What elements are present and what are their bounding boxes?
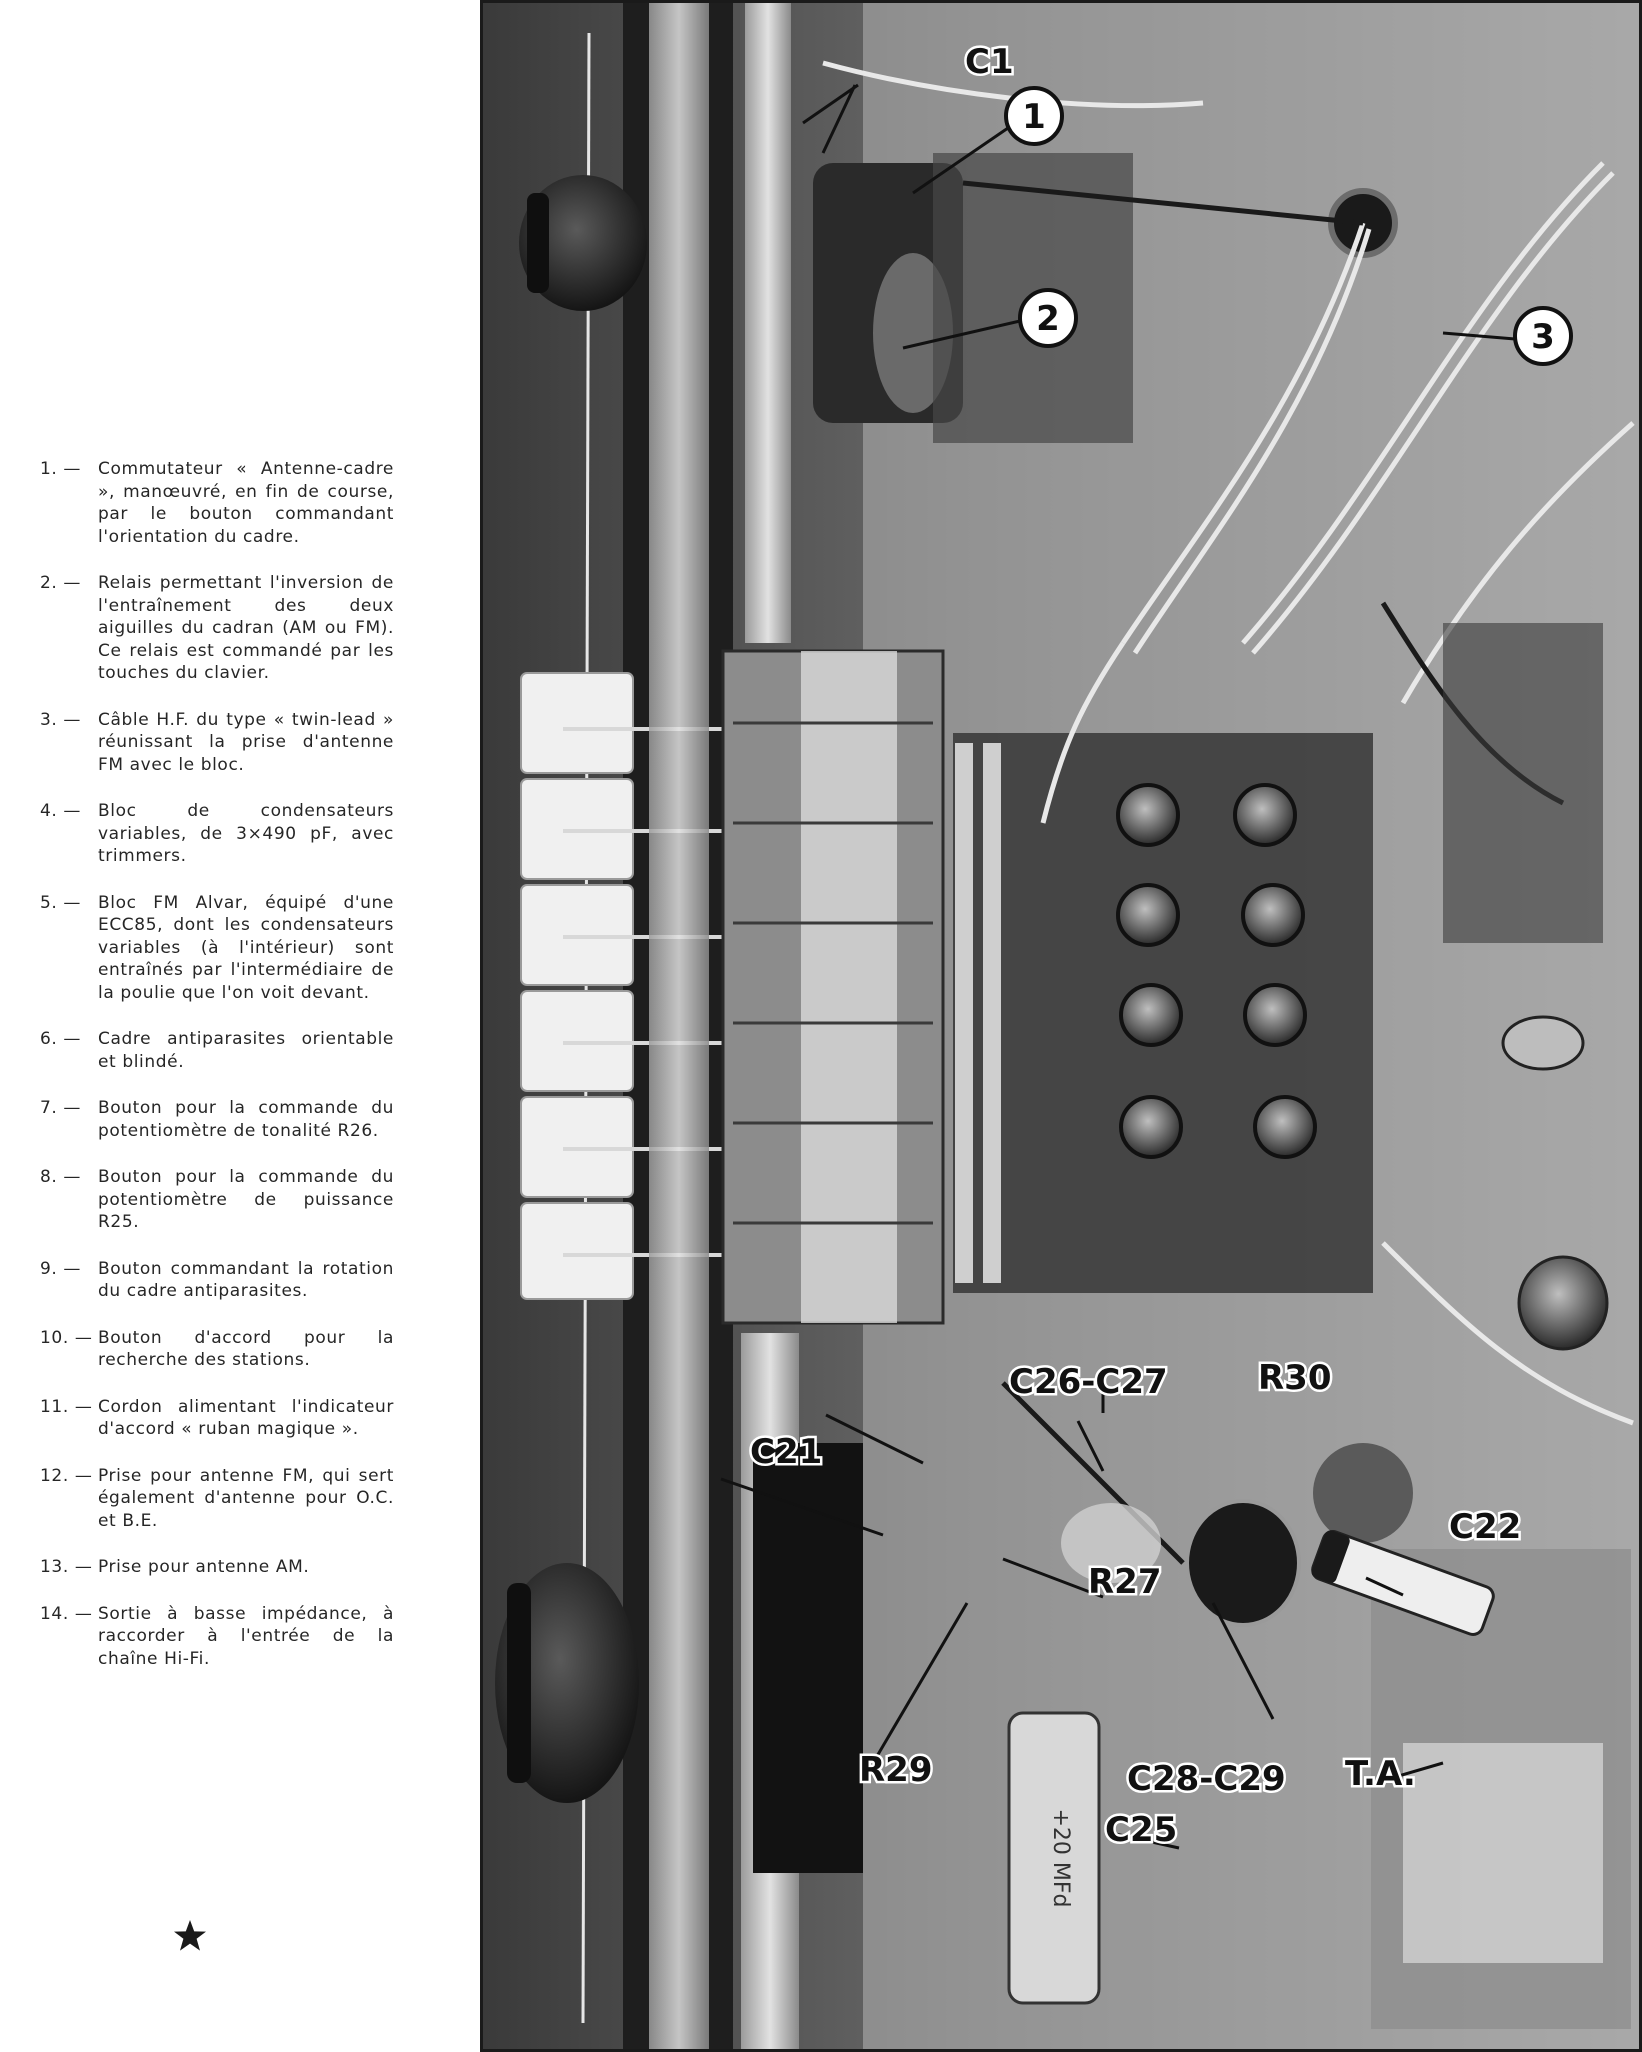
legend-text: Cadre antiparasites orientable et blindé.	[98, 1029, 394, 1072]
legend-item	[40, 1327, 394, 1372]
legend-number: 3. —	[40, 709, 82, 730]
legend-item	[40, 1465, 394, 1533]
label-c1: C1	[965, 42, 1014, 82]
svg-text:1: 1	[1022, 97, 1046, 137]
label-c26-c27: C26-C27	[1009, 1362, 1168, 1402]
legend-item	[40, 800, 394, 868]
legend-text: Câble H.F. du type « twin-lead » réunissant la prise d'antenne FM avec le bloc.	[98, 709, 394, 775]
legend-text: Prise pour antenne FM, qui sert également d'antenne pour O.C. et B.E.	[98, 1465, 394, 1531]
label-c22: C22	[1449, 1507, 1522, 1547]
capacitor-c25	[1009, 1713, 1099, 2003]
legend-number: 7. —	[40, 1098, 82, 1118]
chassis-illustration	[483, 3, 1639, 2049]
tube-socket	[1187, 1501, 1299, 1625]
circled-number-1	[1006, 88, 1062, 144]
legend-item	[40, 1097, 394, 1142]
label-r27: R27	[1088, 1562, 1162, 1602]
chassis-photo	[480, 0, 1642, 2052]
legend-number: 5. —	[40, 892, 82, 913]
legend-text: Bouton commandant la rotation du cadre antiparasites.	[98, 1258, 394, 1301]
label-c25: C25	[1105, 1810, 1178, 1850]
circled-number-2	[1020, 290, 1076, 346]
svg-text:3: 3	[1531, 317, 1555, 357]
legend-number: 10. —	[40, 1327, 93, 1348]
rail-upper	[745, 3, 791, 643]
legend-text: Bloc de condensateurs variables, de 3×490 pF, avec trimmers.	[98, 801, 394, 866]
svg-text:2: 2	[1036, 299, 1060, 339]
legend-item	[40, 709, 394, 777]
variable-capacitor-block	[723, 651, 943, 1323]
legend-number: 2. —	[40, 573, 82, 593]
legend-text: Relais permettant l'inversion de l'entraînement des deux aiguilles du cadran (AM ou FM). Ce relais est commandé par les touches du clavier.	[98, 573, 394, 683]
legend-item	[40, 572, 394, 685]
legend-text: Bouton pour la commande du potentiomètre de puissance R25.	[98, 1167, 394, 1232]
legend-item	[40, 1028, 394, 1073]
legend-text: Bloc FM Alvar, équipé d'une ECC85, dont les condensateurs variables (à l'intérieur) sont entraînés par l'intermédiaire de la poulie que l'on voit devant.	[98, 892, 394, 1003]
legend-item	[40, 892, 394, 1005]
legend-text: Bouton pour la commande du potentiomètre de tonalité R26.	[98, 1098, 394, 1141]
label-c28-c29: C28-C29	[1127, 1759, 1286, 1799]
legend-item	[40, 1556, 394, 1579]
legend-number: 1. —	[40, 459, 82, 479]
capacitor-print: +20 MFd	[1048, 1808, 1073, 1908]
label-c21: C21	[750, 1432, 823, 1472]
legend-item	[40, 1396, 394, 1441]
legend-number: 11. —	[40, 1396, 93, 1417]
rail-left	[649, 3, 709, 2049]
knob-top	[519, 175, 647, 311]
legend-number: 8. —	[40, 1167, 82, 1187]
legend-text: Bouton d'accord pour la recherche des stations.	[98, 1327, 394, 1370]
legend-number: 9. —	[40, 1258, 82, 1279]
legend-list	[40, 458, 394, 1694]
legend-number: 12. —	[40, 1465, 93, 1486]
legend-text: Sortie à basse impédance, à raccorder à l'entrée de la chaîne Hi-Fi.	[98, 1603, 394, 1669]
knob-bottom	[495, 1563, 639, 1803]
circled-number-3	[1515, 308, 1571, 364]
label-r29: R29	[859, 1750, 933, 1790]
legend-item	[40, 1166, 394, 1234]
legend-number: 4. —	[40, 801, 82, 821]
legend-number: 6. —	[40, 1029, 82, 1049]
legend-item	[40, 1603, 394, 1671]
legend-item	[40, 458, 394, 548]
label-ta: T.A.	[1345, 1754, 1416, 1794]
label-r30: R30	[1258, 1358, 1332, 1398]
legend-item	[40, 1258, 394, 1303]
legend-number: 13. —	[40, 1557, 93, 1577]
legend-text: Cordon alimentant l'indicateur d'accord « ruban magique ».	[98, 1396, 394, 1439]
legend-number: 14. —	[40, 1603, 93, 1624]
star-icon	[172, 1918, 208, 1954]
legend-text: Commutateur « Antenne-cadre », manœuvré, en fin de course, par le bouton commandant l'orientation du cadre.	[98, 459, 394, 547]
legend-text: Prise pour antenne AM.	[98, 1557, 310, 1577]
